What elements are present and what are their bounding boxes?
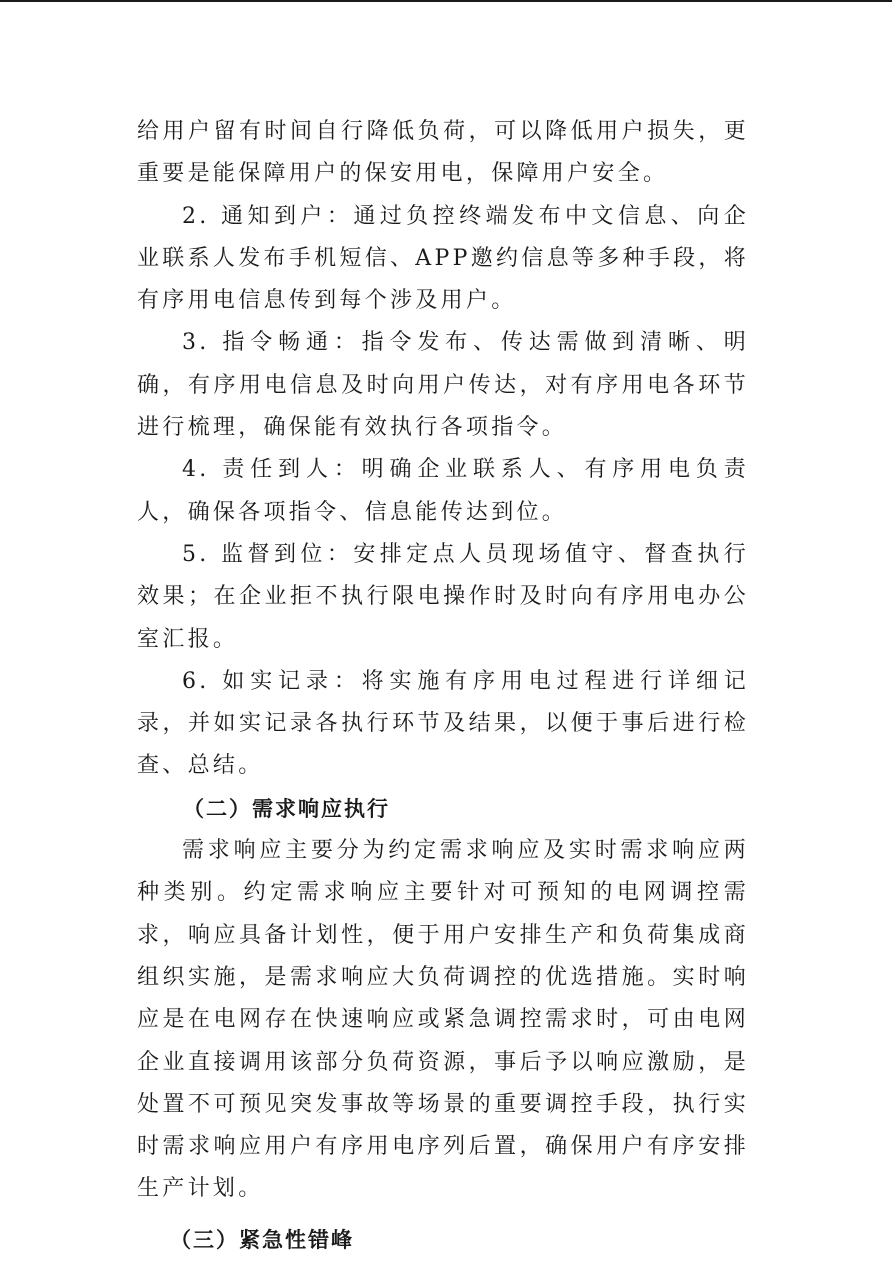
paragraph-supervision: 5. 监督到位：安排定点人员现场值守、督查执行效果；在企业拒不执行限电操作时及时向有序用电办公室汇报。	[137, 541, 749, 652]
paragraph-demand-response: 需求响应主要分为约定需求响应及实时需求响应两种类别。约定需求响应主要针对可预知的电网调控需求，响应具备计划性，便于用户安排生产和负荷集成商组织实施，是需求响应大负荷调控的优选措施。实时响应是在电网存在快速响应或紧急调控需求时，可由电网企业直接调用该部分负荷资源，事后予以响应激励，是处置不可预见突发事故等场景的重要调控手段，执行实时需求响应用户有序用电序列后置，确保用户有序安排生产计划。	[137, 838, 749, 1202]
section-heading-demand-response: （二）需求响应执行	[183, 796, 390, 821]
paragraph-continuation: 给用户留有时间自行降低负荷，可以降低用户损失，更重要是能保障用户的保安用电，保障用户安全。	[137, 119, 749, 187]
top-border-line	[0, 0, 892, 2]
paragraph-responsibility: 4. 责任到人：明确企业联系人、有序用电负责人，确保各项指令、信息能传达到位。	[137, 457, 749, 525]
section-heading-emergency-peak-shift: （三）紧急性错峰	[170, 1227, 354, 1252]
document-body	[137, 111, 749, 1261]
paragraph-instruction-flow: 3. 指令畅通：指令发布、传达需做到清晰、明确，有序用电信息及时向用户传达，对有序用电各环节进行梳理，确保能有效执行各项指令。	[137, 330, 749, 441]
paragraph-notify-users: 2. 通知到户：通过负控终端发布中文信息、向企业联系人发布手机短信、APP邀约信息等多种手段，将有序用电信息传到每个涉及用户。	[137, 203, 749, 314]
paragraph-recording: 6. 如实记录：将实施有序用电过程进行详细记录，并如实记录各执行环节及结果，以便于事后进行检查、总结。	[137, 668, 749, 779]
